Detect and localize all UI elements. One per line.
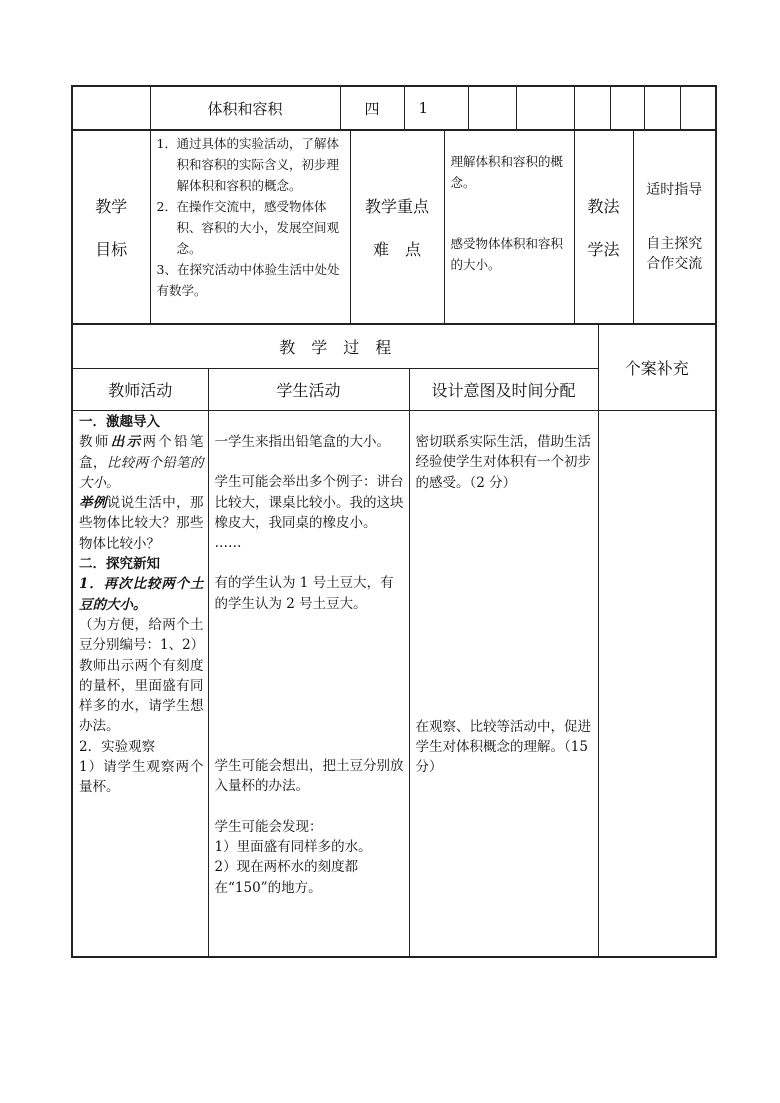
student-text-1: 一学生来指出铅笔盒的大小。 bbox=[214, 434, 390, 450]
col-teacher-header: 教师活动 bbox=[72, 369, 208, 411]
header-empty-1 bbox=[468, 86, 516, 130]
student-text-2: 学生可能会举出多个例子：讲台比较大，课桌比较小。我的这块橡皮大，我同桌的橡皮小。 bbox=[214, 474, 404, 531]
objectives-list bbox=[151, 131, 350, 301]
student-text-8: 2）现在两杯水的刻度都在“150”的地方。 bbox=[214, 859, 359, 896]
header-empty-5 bbox=[644, 86, 680, 130]
teacher-subheading-2: 2．实验观察 bbox=[79, 738, 156, 755]
objectives-label bbox=[72, 131, 150, 324]
col-design-header: 设计意图及时间分配 bbox=[409, 369, 598, 411]
header-empty-6 bbox=[680, 86, 716, 130]
design-text-2: 在观察、比较等活动中，促进学生对体积概念的理解。（15 分） bbox=[415, 718, 591, 776]
student-text-7: 1）里面盛有同样多的水。 bbox=[214, 838, 372, 855]
header-blank-cell bbox=[72, 86, 150, 130]
grade-cell: 四 bbox=[340, 86, 404, 130]
student-activity-cell bbox=[208, 411, 409, 957]
period-cell: 1 bbox=[404, 86, 468, 130]
key-difficulty-content bbox=[444, 131, 574, 324]
teacher-para-3: （为方便，给两个土豆分别编号：1、2） bbox=[79, 616, 205, 654]
lesson-title: 体积和容积 bbox=[150, 86, 340, 130]
teacher-para-2: 举例说说生活中，那些物体比较大？那些物体比较小？ bbox=[79, 495, 204, 552]
method-content bbox=[633, 131, 716, 324]
header-empty-3 bbox=[574, 86, 610, 130]
key-difficulty-label bbox=[350, 131, 444, 324]
student-text-5: 学生可能会想出，把土豆分别放入量杯的办法。 bbox=[214, 758, 404, 795]
teaching-method: 适时指导 bbox=[646, 182, 703, 198]
objective-item: 3、在探究活动中体验生活中处处有数学。 bbox=[156, 262, 340, 298]
objective-item: 1． 通过具体的实验活动，了解体积和容积的实际含义，初步理解体积和容积的概念。 bbox=[156, 136, 340, 193]
design-intent-cell bbox=[409, 411, 598, 957]
teacher-para-5: 1）请学生观察两个量杯。 bbox=[79, 759, 204, 796]
header-table bbox=[71, 85, 717, 130]
method-label-line2: 学法 bbox=[587, 240, 620, 259]
learning-method-line2: 合作交流 bbox=[646, 256, 703, 272]
teacher-para-1: 教师出示两个铅笔盒，比较两个铅笔的大小。 bbox=[79, 434, 204, 491]
header-empty-2 bbox=[516, 86, 574, 130]
supplement-cell bbox=[598, 411, 716, 957]
process-title: 教 学 过 程 bbox=[72, 325, 598, 369]
teacher-activity-cell bbox=[72, 411, 208, 957]
col-student-header: 学生活动 bbox=[208, 369, 409, 411]
method-label-line1: 教法 bbox=[587, 197, 620, 216]
objectives-label-line1: 教学 bbox=[95, 197, 128, 216]
objective-item: 2． 在操作交流中，感受物体体积、容积的大小，发展空间观念。 bbox=[156, 199, 340, 256]
key-point-text: 理解体积和容积的概念。 bbox=[450, 154, 564, 190]
learning-method-line1: 自主探究 bbox=[646, 236, 703, 252]
process-table bbox=[71, 324, 717, 958]
teacher-subheading-1: 1．再次比较两个土豆的大小。 bbox=[79, 576, 204, 613]
difficulty-label: 难 点 bbox=[372, 240, 421, 259]
difficulty-text: 感受物体体积和容积的大小。 bbox=[450, 236, 564, 272]
section-explore-heading: 二．探究新知 bbox=[79, 556, 160, 573]
student-text-3: …… bbox=[214, 535, 242, 552]
section-intro-heading: 一．激趣导入 bbox=[79, 414, 160, 430]
objectives-list-cell bbox=[150, 131, 350, 324]
student-text-4: 有的学生认为 1 号土豆大，有的学生认为 2 号土豆大。 bbox=[214, 575, 394, 612]
objectives-label-line2: 目标 bbox=[95, 240, 128, 259]
design-text-1: 密切联系实际生活，借助生活经验使学生对体积有一个初步的感受。（2 分） bbox=[415, 434, 591, 491]
teacher-para-4: 教师出示两个有刻度的量杯，里面盛有同样多的水，请学生想办法。 bbox=[79, 657, 204, 735]
student-text-6: 学生可能会发现： bbox=[214, 818, 323, 835]
key-label: 教学重点 bbox=[364, 197, 429, 216]
method-label bbox=[574, 131, 633, 324]
supplement-header: 个案补充 bbox=[598, 325, 716, 411]
objectives-table bbox=[71, 130, 717, 324]
lesson-plan-sheet bbox=[71, 85, 715, 958]
header-empty-4 bbox=[610, 86, 644, 130]
